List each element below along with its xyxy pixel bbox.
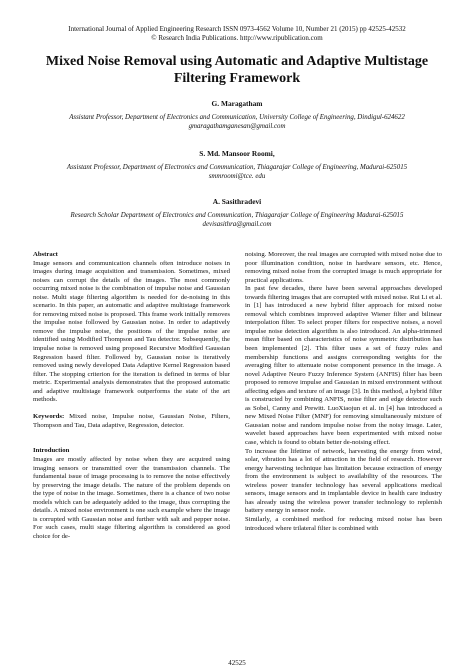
introduction-paragraph-3: To increase the lifetime of network, harvesting the energy from wind, solar, vibration has a lot of attraction in the field of research. However energy harvesting technique has limitation because extraction of energy from the environment is subject to availability of the resources. The wireless power transfer technology has several applications medical sensors, image sensors and in implantable device in health care industry has already using the wireless power transfer technology to replenish battery energy in sensor node.	[245, 447, 442, 515]
introduction-heading: Introduction	[33, 447, 70, 455]
left-column	[33, 251, 230, 541]
author-1	[18, 100, 456, 131]
author-3-email: devisasithra@gmail.com	[202, 220, 272, 228]
abstract-text: Image sensors and communication channels often introduce noises in images during image acquisition and transmission. Sometimes, mixed noises can corrupt the details of the images. The most commonly occurring mixed noise is the combination of impulse noise and Gaussian noise. Multi stage filtering algorithm is needed for de-noising in this scenario. In this paper, an automatic and adaptive multistage framework for removing mixed noise is proposed. This frame work initially removes the impulse noise followed by Gaussian noise. In order to adaptively remove the impulse noise, the positions of the impulse noise are identified using Modified Thompson and Tau detector. Subsequently, the impulse noise is removed using proposed Recursive Modified Gaussian Regression based filter. Followed by, Gaussian noise is iteratively removed using newly developed Data Adaptive Kernel Regression based filter. The stopping criterion for the iteration is defined in terms of blur metric. Experimental analysis demonstrates that the proposed automatic and adaptive multistage framework outperforms the state of the art methods.	[33, 259, 230, 404]
abstract-heading: Abstract	[33, 251, 58, 258]
author-2	[18, 150, 456, 181]
keywords	[33, 413, 230, 430]
paper-title: Mixed Noise Removal using Automatic and Adaptive Multistage Filtering Framework	[45, 54, 429, 86]
author-2-affiliation: Assistant Professor, Department of Electronics and Communication, Thiagarajar College of Engineering, Madurai-625015	[66, 163, 408, 171]
author-2-name: S. Md. Mansoor Roomi,	[199, 149, 275, 158]
journal-header-line1: International Journal of Applied Engineering Research ISSN 0973-4562 Volume 10, Number 21 (2015) pp 42525-42532	[68, 25, 406, 33]
author-2-email: smmroomi@tce. edu	[208, 172, 266, 180]
author-3-name: A. Sasithradevi	[212, 197, 262, 206]
keywords-label: Keywords:	[33, 413, 65, 421]
introduction-paragraph-1: Images are mostly affected by noise when they are acquired using imaging sensors or transmitted over the transmission channels. The fundamental issue of image processing is to remove the noise effectively by preserving the image details. The nature of the problem depends on the type of noise in the image. Sometimes, there is a chance of two noise models which can be adequately added to the image, thus corrupting the details. A mixed noise environment is one such example where the image is corrupted with Gaussian noise and further with salt and pepper noise. For such cases, multi stage filtering algorithm is considered as good choice for de-	[33, 455, 230, 540]
introduction-paragraph-2: In past few decades, there have been several approaches developed towards filtering images that are corrupted with mixed noise. Rui Li et al. in [1] has introduced a new hybrid filter approach for mixed noise removal which combines improved adaptive Wiener filter and bilinear interpolation filter. To select proper filters for respective noises, a novel impulse noise detection algorithm is also introduced. An alpha-trimmed mean filter based on characteristics of noise symmetric distribution has been implemented [2]. This filter uses a set of fuzzy rules and membership functions and assigns corresponding weights for the averaging filter to attenuate noise component presence in the image. A novel Adaptive Neuro Fuzzy Inference System (ANFIS) filter has been proposed to remove impulse and Gaussian in mixed environment without affecting edges and texture of an image [3]. In this method, a hybrid filter is constructed by combining ANFIS, noise filter and edge detector such as Sobel, Canny and Prewitt. LuoXiaojun et al. in [4] has introduced a new Mixed Noise Filter (MNF) for removing simultaneously mixture of Gaussian noise and random impulse noise from the noisy image. Later, wavelet based approaches have been experimented with mixed noise case, which is found to obtain better de-noising effect.	[245, 285, 442, 447]
author-1-name: G. Maragatham	[211, 99, 263, 108]
introduction-paragraph-1-continued: noising. Moreover, the real images are corrupted with mixed noise due to poor illumination condition, noise in hardware sensors, etc. Hence, removing mixed noise from the corrupted image is much appropriate for practical applications.	[245, 251, 442, 284]
author-3	[18, 198, 456, 229]
journal-header	[0, 25, 474, 43]
introduction-paragraph-4: Similarly, a combined method for reducing mixed noise has been introduced where trilateral filter is combined with	[245, 515, 442, 532]
author-3-affiliation: Research Scholar Department of Electronics and Communication, Thiagarajar College of Engineering Madurai-625015	[70, 211, 404, 219]
page-number: 42525	[228, 659, 246, 667]
author-1-email: gmaragathamganesan@gmail.com	[188, 122, 286, 130]
author-1-affiliation: Assistant Professor, Department of Electronics and Communication, University College of Engineering, Dindigul-624622	[69, 113, 405, 121]
right-column	[245, 251, 442, 533]
keywords-text: Mixed noise, Impulse noise, Gaussian Noise, Filters, Thompson and Tau, Data adaptive, Regression, detector.	[33, 413, 230, 429]
journal-header-line2: © Research India Publications. http://www.ripublication.com	[151, 34, 323, 42]
